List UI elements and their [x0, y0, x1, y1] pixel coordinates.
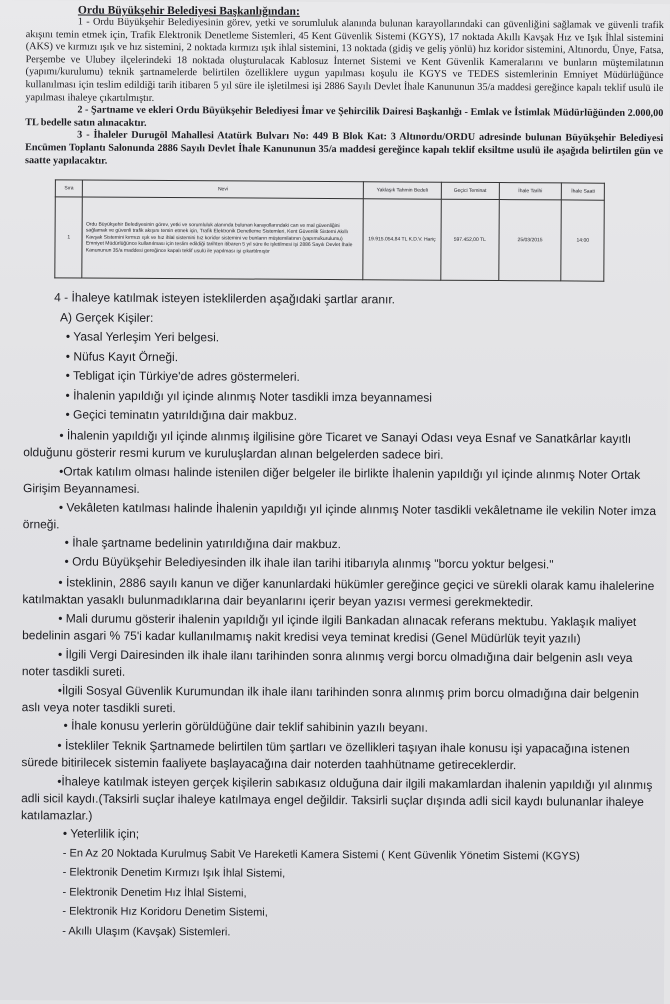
cell-saat: 14:00 [561, 200, 604, 281]
requirements-section [20, 288, 662, 945]
list-item: • Yeterlilik için; [62, 826, 140, 841]
cell-nevi: Ordu Büyükşehir Belediyesinin görev, yetki ve sorumluluk alanında bulunan karayollarındaki can ve mal güvenliğini sağlamak ve güvenli trafik akışını temin etmek için, Trafik Elektronik Denetleme Sistemleri, Kent Güvenlik Sistemi Akıllı Kavşak Sistemini kırmızı ışık ve hız ihlal sistemini hız koridor sistemini ve bunların müştemilatının (yapımı/kurulumu) Emniyet Müdürlüğünce kullanılması için teslim edildiği tarihten itibaren 5 yıl süre ile işletilmesi işi 2886 Sayılı Devlet İhale Kanununun 35/a maddesi gereğince kapalı teklif usulü ile yapılması işi çıkartılmıştır [82, 197, 363, 280]
paragraph-1: 1 - Ordu Büyükşehir Belediyesinin görev, yetki ve sorumluluk alanında bulunan karayollarındaki can güvenliğini sağlamak ve güvenli trafik akışını temin etmek için, Trafik Elektronik Denetleme Sistemleri, 45 Kent Güvenlik Sistemi (KGYS), 17 noktada Akıllı Kavşak Hız ve Işık İhlal sistemini (AKS) ve kırmızı ışık ve hız sistemini, 2 noktada kırmızı ışık ihlal sistemini, 13 noktada (gidiş ve geliş yönlü) hız koridor sistemini, Altınordu, Ünye, Fatsa, Perşembe ve Ulubey ilçelerindeki 18 noktada oluşturulacak Kablosuz İnternet Sistemi ve Kent Güvenlik Kameralarını ve bunların müştemilatının (yapımı/kurulumu) teknik şartnamelerde belirtilen özelliklere uygun yapılması koşulu ile KGYS ve TEDES sistemlerinin Emniyet Müdürlüğünce kullanılması için teslim edildiği tarih itibaren 5 yıl süre ile işletilmesi işi 2886 Sayılı Devlet İhale Kanununun 35/a maddesi gereğince kapalı teklif usulü ile yapılması ihaleye çıkartılmıştır. [25, 16, 664, 104]
list-item: - Elektronik Hız Koridoru Denetim Sistemi, [62, 905, 268, 919]
list-item: • İstekliler Teknik Şartnamede belirtilen tüm şartları ve özellikleri taşıyan ihale konusu işi yapacağına istenen sürede bitirilecek sistemin faaliyete başlayacağına dair noterden taahhütname getireceklerdir. [21, 738, 630, 773]
paragraph-2: 2 - Şartname ve ekleri Ordu Büyükşehir Belediyesi İmar ve Şehircilik Dairesi Başkanlığı - Emlak ve İstimlak Müdürlüğünden 2.000,00 TL bedelle satın alınacaktır. [25, 104, 664, 129]
header-tarih: İhale Tarihi [499, 183, 562, 200]
header-bedel: Yaklaşık Tahmin Bedeli [363, 182, 441, 199]
section-subheading: A) Gerçek Kişiler: [60, 309, 154, 325]
list-item: - Elektronik Denetim Hız İhlal Sistemi, [62, 886, 247, 900]
list-item: - Akıllı Ulaşım (Kavşak) Sistemleri. [62, 925, 231, 939]
list-item: • İlgili Vergi Dairesinden ilk ihale ilanı tarihinden sonra alınmış vergi borcu olmadığına dair belgenin aslı veya noter tasdikli sureti. [21, 646, 633, 679]
cell-tarih: 25/03/2015 [498, 200, 561, 281]
list-item: • Yasal Yerleşim Yeri belgesi. [65, 329, 220, 345]
list-item: • Ordu Büyükşehir Belediyesinden ilk ihale ilan tarihi itibarıyla alınmış "borcu yoktur belgesi." [64, 554, 554, 572]
list-item: • Mali durumu gösterir ihalenin yapıldığı yıl içinde ilgili Bankadan alınacak referans mektubu. Yaklaşık maliyet bedelinin asgari % 75'i kadar kullanılmamış nakit kredisi veya teminat kredisi (Genel Müdürlük teyit yazılı) [22, 610, 637, 646]
list-item: • Tebligat için Türkiye'de adres göstermeleri. [65, 368, 300, 384]
tender-table [54, 179, 605, 281]
list-item: •Ortak katılım olması halinde istenilen diğer belgeler ile birlikte İhalenin yapıldığı yıl içinde alınmış Noter Ortak Girişim Beyannamesi. [22, 463, 641, 496]
list-item: • İhale şartname bedelinin yatırıldığına dair makbuz. [64, 535, 342, 551]
cell-sira: 1 [55, 197, 83, 278]
list-item: - En Az 20 Noktada Kurulmuş Sabit Ve Hareketli Kamera Sistemi ( Kent Güvenlik Yönetim Sistemi (KGYS) [62, 847, 580, 863]
list-item: • İhale konusu yerlerin görüldüğüne dair teklif sahibinin yazılı beyanı. [63, 718, 429, 735]
document-title: Ordu Büyükşehir Belediyesi Başkanlığından: [77, 4, 300, 18]
list-item: • Vekâleten katılması halinde İhalenin yapıldığı yıl içinde alınmış Noter tasdikli vekâletname ile vekilin Noter imza örneği. [22, 499, 657, 531]
paragraph-3: 3 - İhaleler Durugöl Mahallesi Atatürk Bulvarı No: 449 B Blok Kat: 3 Altınordu/ORDU adresinde bulunan Büyükşehir Belediyesi Encümen Toplantı Salonunda 2886 Sayılı Devlet İhale Kanununun 35/a maddesi gereğince kapalı teklif eksiltme usulü ile aşağıda belirtilen gün ve saatte yapılacaktır. [24, 129, 664, 167]
list-item: • Nüfus Kayıt Örneği. [65, 349, 179, 364]
header-saat: İhale Saati [562, 183, 605, 200]
section-heading-text: İhaleye katılmak isteyen isteklilerden aşağıdaki şartlar aranır. [71, 290, 396, 307]
header-sira: Sıra [55, 180, 82, 197]
cell-teminat: 597.452,00 TL [441, 199, 499, 280]
section-heading: 4 - İhaleye katılmak isteyen isteklilerden aşağıdaki şartlar aranır. [54, 290, 396, 307]
table-row [55, 197, 604, 281]
list-item: • İhalenin yapıldığı yıl içinde alınmış Noter tasdikli imza beyannamesi [65, 388, 432, 405]
header-nevi: Nevi [83, 180, 364, 199]
list-item: - Elektronik Denetim Kırmızı Işık İhlal Sistemi, [62, 866, 286, 880]
list-item: • İhalenin yapıldığı yıl içinde alınmış ilgilisine göre Ticaret ve Sanayi Odası veya Esnaf ve Sanatkârlar kayıtlı olduğunu gösterir resmi kurum ve kuruluşlardan alınan belgelerden sadece biri. [23, 427, 632, 462]
list-item: •İhaleye katılmak isteyen gerçek kişilerin sabıkasız olduğuna dair ilgili makamlardan ihalenin yapıldığı yıl alınmış adli sicil kaydı.(Taksirli suçlar ihaleye katılmaya engel değildir. Taksirli suçlar dışında adli sicil kaydı bulunanlar ihaleye katılamazlar.) [20, 774, 653, 823]
header-teminat: Geçici Teminat [441, 182, 499, 199]
cell-bedel: 19.915.054,84 TL K.D.V. Hariç [363, 199, 441, 280]
list-item: •İlgili Sosyal Güvenlik Kurumundan ilk ihale ilanı tarihinden sonra alınmış prim borcu olmadığına dair belgenin aslı veya noter tasdikli sureti. [21, 682, 640, 715]
list-item: • İsteklinin, 2886 sayılı kanun ve diğer kanunlardaki hükümler gereğince geçici ve sürekli olarak kamu ihalelerine katılmaktan yasaklı bulunmadıklarına dair beyanlarını içerir beyan yazısı vermesi gerekmektedir. [22, 574, 655, 609]
list-item: • Geçici teminatın yatırıldığına dair makbuz. [65, 407, 298, 423]
